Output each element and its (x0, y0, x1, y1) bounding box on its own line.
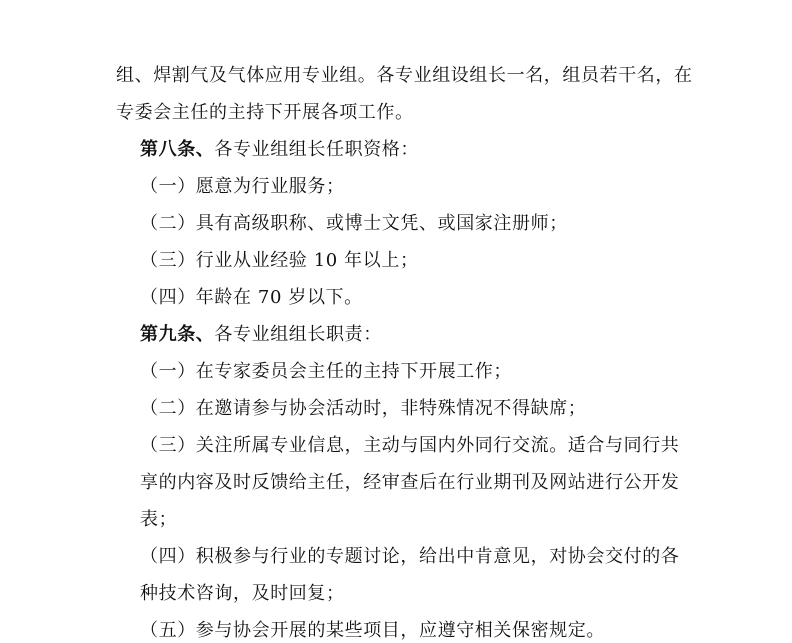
article-8-title: 各专业组组长任职资格： (214, 139, 420, 160)
article-8-item-1: （一）愿意为行业服务； (140, 176, 345, 197)
article-9-item-4-line-1: （四）积极参与行业的专题讨论，给出中肯意见，对协会交付的各 (140, 546, 680, 567)
article-8-item-3: （三）行业从业经验 10 年以上； (140, 250, 419, 271)
article-9-item-3-line-2: 享的内容及时反馈给主任，经审查后在行业期刊及网站进行公开发 (140, 472, 680, 493)
article-8-item-4: （四）年龄在 70 岁以下。 (140, 287, 363, 308)
article-9-title: 各专业组组长职责： (214, 324, 382, 345)
article-9-heading: 第九条、 (140, 324, 215, 345)
article-8-heading: 第八条、 (140, 139, 215, 160)
article-8-item-2: （二）具有高级职称、或博士文凭、或国家注册师； (140, 213, 568, 234)
article-9-item-4-line-2: 种技术咨询，及时回复； (140, 583, 345, 604)
article-9-item-1: （一）在专家委员会主任的主持下开展工作； (140, 361, 512, 382)
intro-line-2: 专委会主任的主持下开展各项工作。 (116, 102, 414, 123)
article-9-item-5: （五）参与协会开展的某些项目，应遵守相关保密规定。 (140, 620, 605, 641)
article-9-item-2: （二）在邀请参与协会活动时，非特殊情况不得缺席； (140, 398, 587, 419)
article-9-item-3-line-3: 表； (140, 509, 178, 530)
intro-line-1: 组、焊割气及气体应用专业组。各专业组设组长一名，组员若干名，在 (116, 65, 693, 86)
article-8-line (140, 138, 419, 162)
article-9-item-3-line-1: （三）关注所属专业信息，主动与国内外同行交流。适合与同行共 (140, 435, 680, 456)
article-9-line (140, 323, 382, 347)
